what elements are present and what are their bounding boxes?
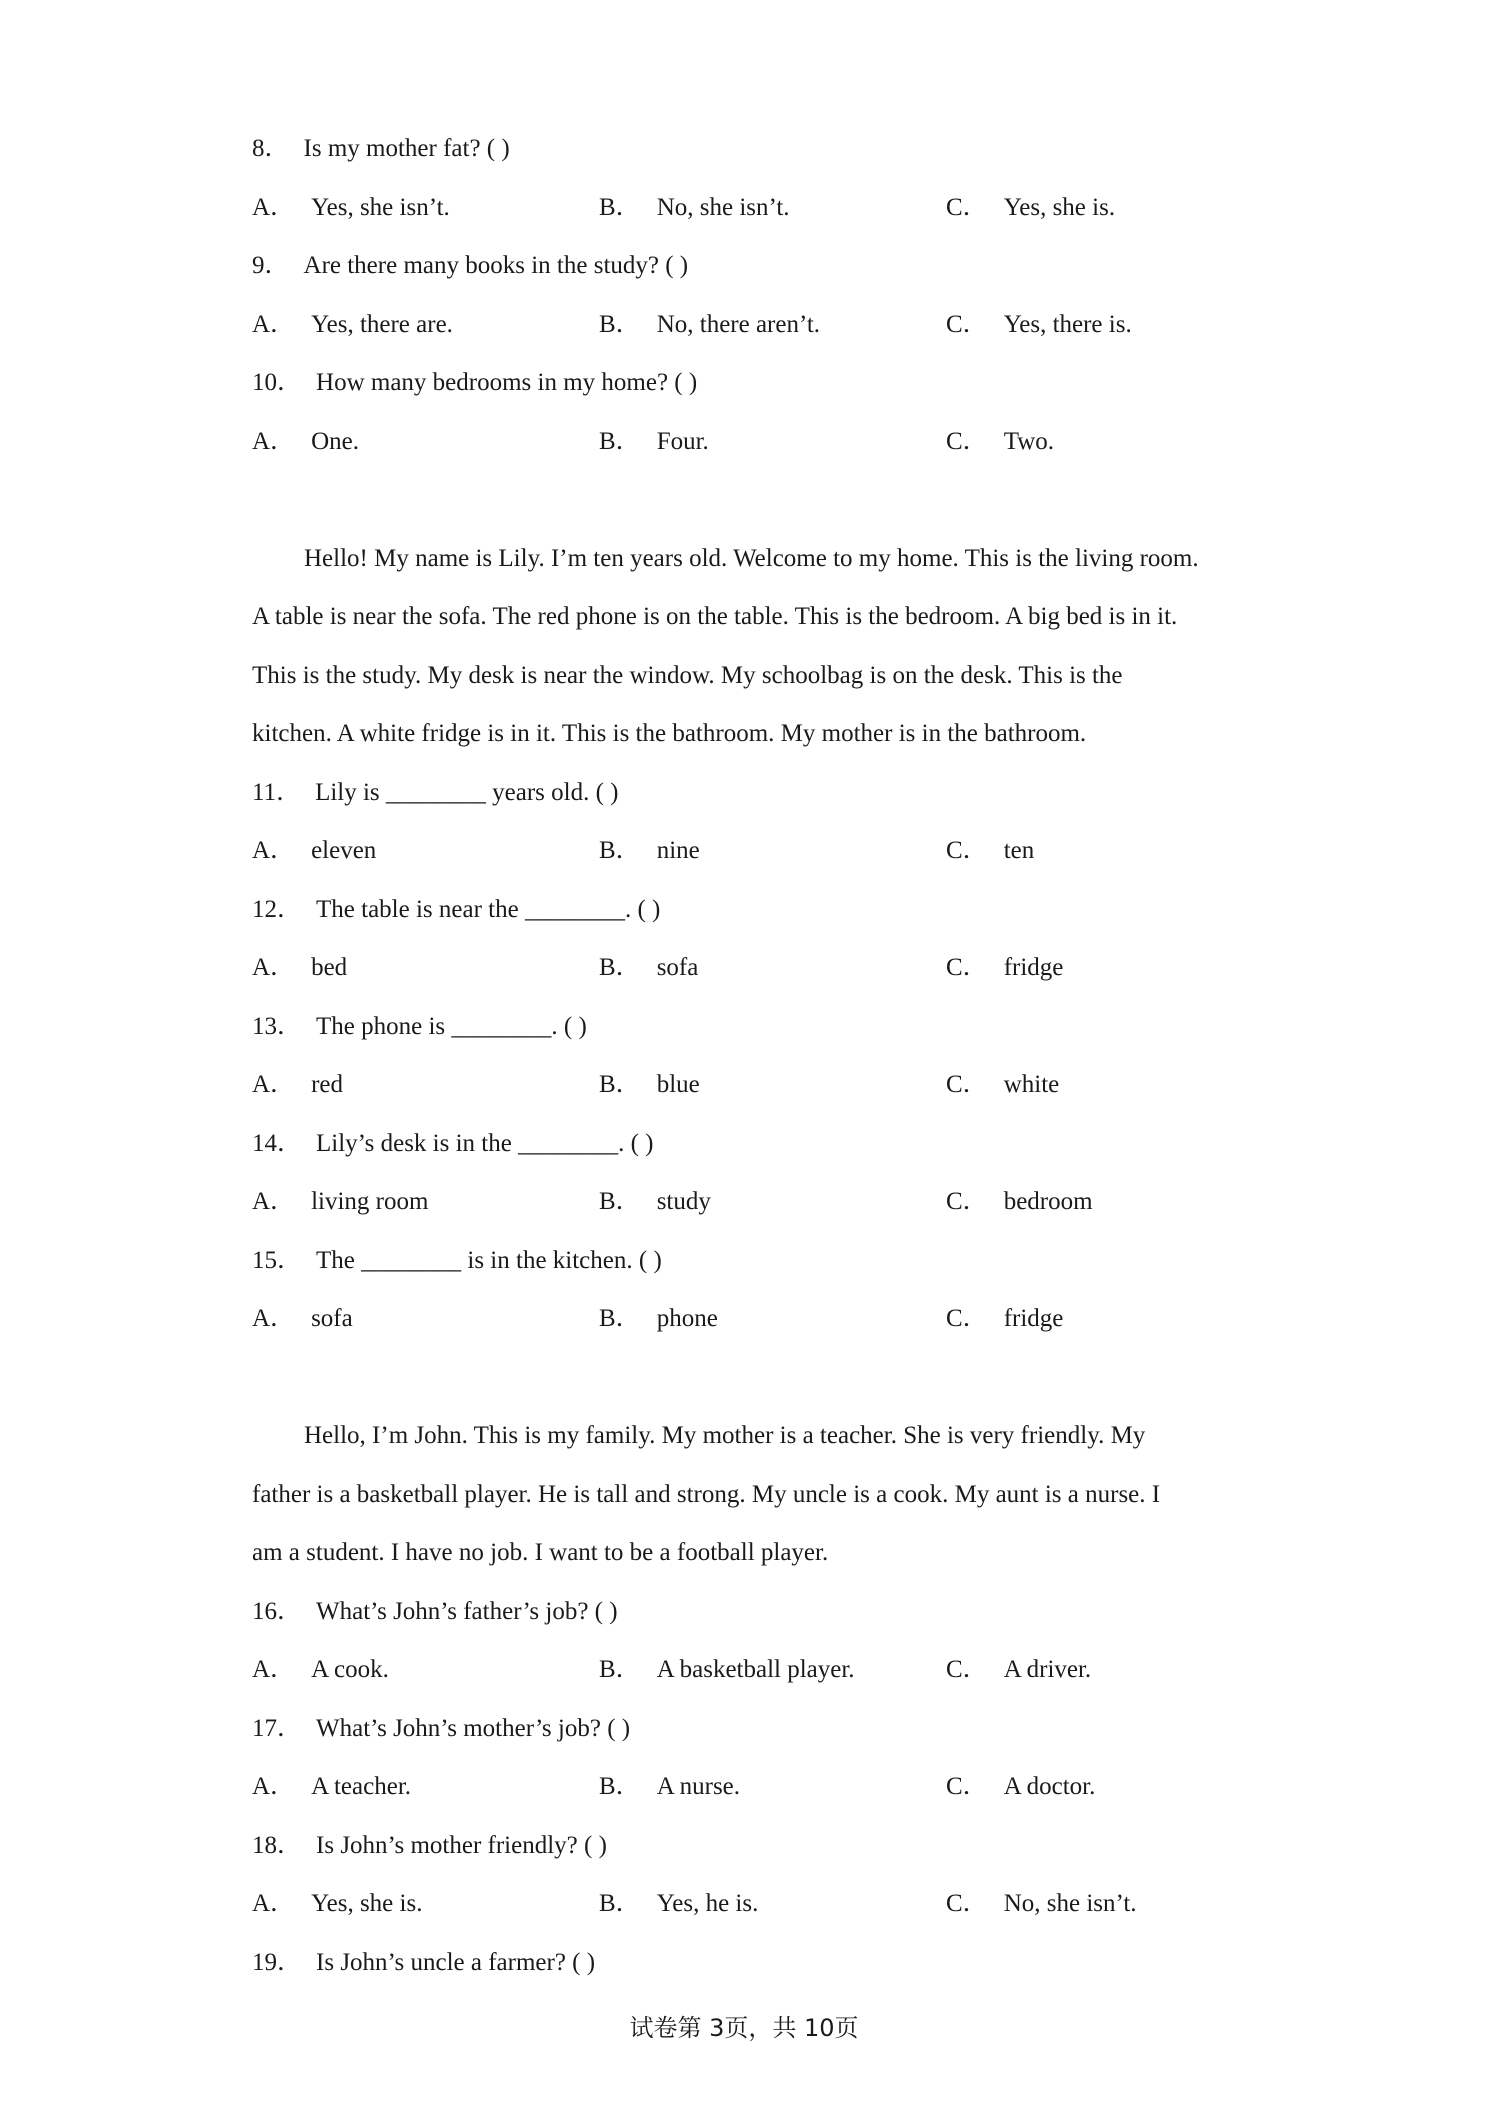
question-stem xyxy=(252,998,1262,1057)
option-letter: B． xyxy=(599,310,641,338)
option-a[interactable] xyxy=(252,1875,422,1934)
option-text: Yes, she is. xyxy=(1003,193,1116,221)
option-b[interactable] xyxy=(599,1758,740,1817)
option-c[interactable] xyxy=(946,1758,1095,1817)
option-letter: A． xyxy=(252,1188,296,1215)
question-stem xyxy=(252,764,1262,823)
option-text: bedroom xyxy=(1003,1188,1093,1215)
question-16 xyxy=(252,1583,1262,1700)
option-text: ten xyxy=(1003,837,1035,864)
question-stem xyxy=(252,237,1262,296)
question-number: 16． xyxy=(252,1597,303,1625)
option-letter: B． xyxy=(599,1071,641,1098)
option-a[interactable] xyxy=(252,1290,353,1349)
option-letter: C． xyxy=(946,1773,988,1800)
option-a[interactable] xyxy=(252,413,359,472)
question-text: The table is near the ________. ( ) xyxy=(316,895,661,923)
option-text: Four. xyxy=(656,427,709,455)
option-row xyxy=(252,1173,1262,1232)
option-text: A doctor. xyxy=(1003,1773,1096,1800)
option-row xyxy=(252,1056,1262,1115)
question-stem xyxy=(252,1700,1262,1759)
option-c[interactable] xyxy=(946,1641,1091,1700)
question-stem xyxy=(252,1934,1262,1993)
option-text: A cook. xyxy=(311,1656,389,1683)
option-row xyxy=(252,413,1262,472)
question-text: Is John’s mother friendly? ( ) xyxy=(316,1831,607,1859)
option-letter: A． xyxy=(252,1890,296,1917)
option-letter: B． xyxy=(599,1890,641,1917)
option-letter: C． xyxy=(946,1071,988,1098)
question-9 xyxy=(252,237,1262,354)
option-text: Yes, there is. xyxy=(1003,310,1132,338)
option-c[interactable] xyxy=(946,1056,1059,1115)
page-footer: 试卷第 3页，共 10页 xyxy=(629,2014,859,2042)
option-b[interactable] xyxy=(599,1056,700,1115)
option-letter: C． xyxy=(946,1305,988,1332)
question-number: 18． xyxy=(252,1831,303,1859)
option-row xyxy=(252,822,1262,881)
option-text: blue xyxy=(656,1071,700,1098)
option-text: No, there aren’t. xyxy=(656,310,821,338)
option-text: Two. xyxy=(1003,427,1055,455)
question-block-8-10 xyxy=(252,120,1262,471)
option-letter: C． xyxy=(946,1188,988,1215)
option-row xyxy=(252,179,1262,238)
section-spacer xyxy=(252,471,1262,530)
option-letter: A． xyxy=(252,1305,296,1332)
question-number: 13． xyxy=(252,1012,303,1040)
option-row xyxy=(252,939,1262,998)
option-letter: C． xyxy=(946,427,988,455)
option-text: A driver. xyxy=(1003,1656,1092,1683)
question-stem xyxy=(252,881,1262,940)
option-text: bed xyxy=(311,954,348,981)
option-letter: A． xyxy=(252,837,296,864)
option-row xyxy=(252,1641,1262,1700)
option-c[interactable] xyxy=(946,822,1034,881)
option-letter: B． xyxy=(599,1656,641,1683)
option-text: A basketball player. xyxy=(656,1656,855,1683)
question-stem xyxy=(252,1583,1262,1642)
option-letter: A． xyxy=(252,1656,296,1683)
question-stem xyxy=(252,354,1262,413)
option-letter: B． xyxy=(599,1305,641,1332)
passage-line: father is a basketball player. He is tall and strong. My uncle is a cook. My aunt is a nurse. I xyxy=(252,1480,1161,1508)
option-text: red xyxy=(311,1071,343,1098)
option-b[interactable] xyxy=(599,179,790,238)
page-content xyxy=(252,120,1262,1992)
option-text: sofa xyxy=(656,954,699,981)
passage-line: This is the study. My desk is near the window. My schoolbag is on the desk. This is the xyxy=(252,661,1123,689)
option-c[interactable] xyxy=(946,1173,1093,1232)
question-text: The phone is ________. ( ) xyxy=(316,1012,587,1040)
option-text: A nurse. xyxy=(656,1773,741,1800)
question-number: 17． xyxy=(252,1714,303,1742)
question-number: 9． xyxy=(252,252,290,279)
option-c[interactable] xyxy=(946,939,1063,998)
question-14 xyxy=(252,1115,1262,1232)
question-number: 14． xyxy=(252,1129,303,1157)
option-text: phone xyxy=(656,1305,718,1332)
option-b[interactable] xyxy=(599,1290,718,1349)
option-a[interactable] xyxy=(252,1758,411,1817)
question-number: 8． xyxy=(252,135,290,162)
option-a[interactable] xyxy=(252,1056,343,1115)
question-19 xyxy=(252,1934,1262,1993)
question-text: Are there many books in the study? ( ) xyxy=(303,252,689,279)
option-b[interactable] xyxy=(599,1641,855,1700)
option-text: Yes, there are. xyxy=(311,310,453,338)
passage-line: A table is near the sofa. The red phone is on the table. This is the bedroom. A big bed is in it. xyxy=(252,603,1178,630)
question-number: 11． xyxy=(252,778,302,806)
question-11 xyxy=(252,764,1262,881)
passage-line: Hello! My name is Lily. I’m ten years old. Welcome to my home. This is the living room. xyxy=(304,544,1199,572)
question-block-16-19 xyxy=(252,1583,1262,1993)
option-text: Yes, she is. xyxy=(311,1890,423,1917)
option-letter: A． xyxy=(252,193,296,221)
question-text: What’s John’s mother’s job? ( ) xyxy=(316,1714,631,1742)
question-stem xyxy=(252,1817,1262,1876)
option-text: study xyxy=(656,1188,711,1215)
option-c[interactable] xyxy=(946,1290,1063,1349)
option-a[interactable] xyxy=(252,939,347,998)
reading-passage-lily xyxy=(252,530,1262,764)
option-letter: C． xyxy=(946,1656,988,1683)
option-letter: A． xyxy=(252,1071,296,1098)
option-c[interactable] xyxy=(946,179,1115,238)
option-b[interactable] xyxy=(599,1173,711,1232)
option-letter: C． xyxy=(946,1890,988,1917)
question-text: The ________ is in the kitchen. ( ) xyxy=(316,1246,662,1274)
question-stem xyxy=(252,120,1262,179)
option-b[interactable] xyxy=(599,939,698,998)
passage-line: am a student. I have no job. I want to be a football player. xyxy=(252,1539,829,1566)
option-text: No, she isn’t. xyxy=(656,193,790,221)
option-b[interactable] xyxy=(599,296,820,355)
option-b[interactable] xyxy=(599,822,700,881)
option-text: sofa xyxy=(311,1305,353,1332)
option-text: A teacher. xyxy=(311,1773,412,1800)
option-letter: B． xyxy=(599,193,641,221)
option-a[interactable] xyxy=(252,296,453,355)
option-text: fridge xyxy=(1003,954,1064,981)
option-letter: A． xyxy=(252,954,296,981)
option-c[interactable] xyxy=(946,1875,1137,1934)
option-c[interactable] xyxy=(946,413,1054,472)
question-13 xyxy=(252,998,1262,1115)
question-text: Lily’s desk is in the ________. ( ) xyxy=(316,1129,654,1157)
question-text: How many bedrooms in my home? ( ) xyxy=(316,369,698,396)
option-letter: B． xyxy=(599,1773,641,1800)
question-number: 12． xyxy=(252,895,303,923)
option-a[interactable] xyxy=(252,1173,428,1232)
option-letter: B． xyxy=(599,954,641,981)
question-text: Lily is ________ years old. ( ) xyxy=(315,778,619,806)
question-18 xyxy=(252,1817,1262,1934)
option-letter: C． xyxy=(946,837,988,864)
option-row xyxy=(252,1290,1262,1349)
option-row xyxy=(252,1758,1262,1817)
option-c[interactable] xyxy=(946,296,1132,355)
question-12 xyxy=(252,881,1262,998)
option-text: One. xyxy=(311,427,359,455)
question-8 xyxy=(252,120,1262,237)
question-text: Is my mother fat? ( ) xyxy=(303,135,510,162)
option-letter: B． xyxy=(599,427,641,455)
question-number: 19． xyxy=(252,1948,303,1976)
option-a[interactable] xyxy=(252,179,450,238)
option-letter: A． xyxy=(252,310,296,338)
question-number: 15． xyxy=(252,1246,303,1274)
question-block-11-15 xyxy=(252,764,1262,1349)
option-text: eleven xyxy=(311,837,377,864)
option-row xyxy=(252,1875,1262,1934)
option-b[interactable] xyxy=(599,1875,758,1934)
option-a[interactable] xyxy=(252,822,376,881)
option-a[interactable] xyxy=(252,1641,389,1700)
option-text: fridge xyxy=(1003,1305,1064,1332)
option-text: Yes, he is. xyxy=(656,1890,759,1917)
option-letter: A． xyxy=(252,427,296,455)
option-letter: A． xyxy=(252,1773,296,1800)
question-17 xyxy=(252,1700,1262,1817)
option-text: No, she isn’t. xyxy=(1003,1890,1137,1917)
passage-line: Hello, I’m John. This is my family. My mother is a teacher. She is very friendly. My xyxy=(304,1422,1146,1449)
option-text: white xyxy=(1003,1071,1060,1098)
question-stem xyxy=(252,1232,1262,1291)
question-text: Is John’s uncle a farmer? ( ) xyxy=(316,1948,596,1976)
option-letter: C． xyxy=(946,310,988,338)
option-letter: C． xyxy=(946,954,988,981)
question-stem xyxy=(252,1115,1262,1174)
option-b[interactable] xyxy=(599,413,709,472)
option-text: living room xyxy=(311,1188,429,1215)
option-letter: B． xyxy=(599,837,641,864)
reading-passage-john xyxy=(252,1407,1262,1583)
option-text: nine xyxy=(656,837,700,864)
option-letter: B． xyxy=(599,1188,641,1215)
option-letter: C． xyxy=(946,193,988,221)
option-text: Yes, she isn’t. xyxy=(311,193,450,221)
question-text: What’s John’s father’s job? ( ) xyxy=(316,1597,618,1625)
question-15 xyxy=(252,1232,1262,1349)
question-10 xyxy=(252,354,1262,471)
question-number: 10． xyxy=(252,369,303,396)
section-spacer xyxy=(252,1349,1262,1408)
passage-line: kitchen. A white fridge is in it. This is the bathroom. My mother is in the bathroom. xyxy=(252,720,1087,747)
option-row xyxy=(252,296,1262,355)
